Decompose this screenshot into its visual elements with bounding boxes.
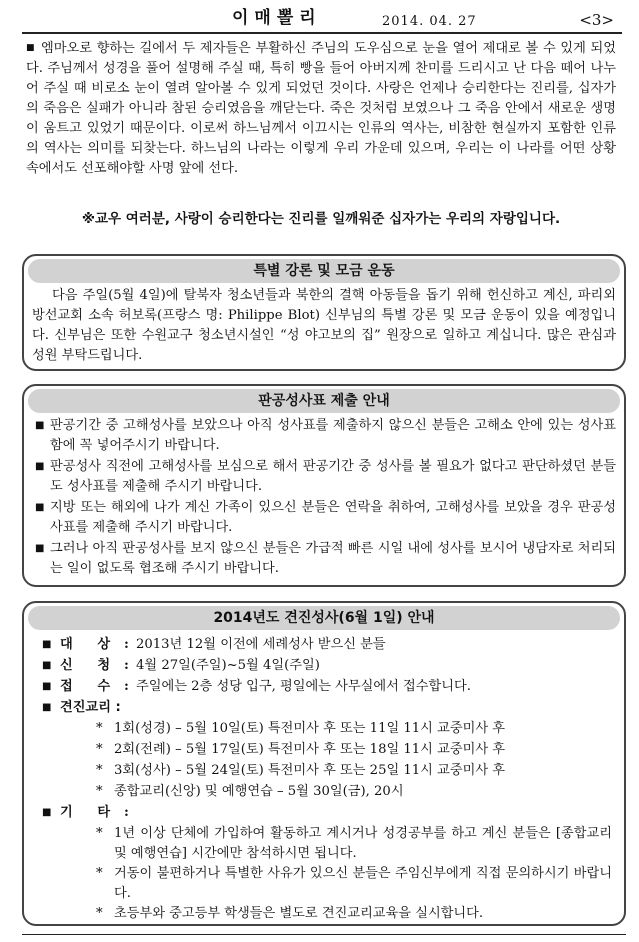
square-bullet-icon: ■ [42,681,52,692]
intro-paragraph [26,38,616,179]
asterisk-icon: * [96,784,103,799]
easter-card-heading: 판공성사표 제출 안내 [28,389,620,413]
row-colon: : [124,679,129,694]
row-colon: : [124,805,129,820]
list-item: ■ 지방 또는 해외에 나가 계신 가족이 있으신 분들은 연락을 취하여, 고해성사를 보았을 경우 판공성사표를 제출해 주시기 바랍니다. [35,500,616,535]
lesson-item: * 종합교리(신앙) 및 예행연습 – 5월 30일(금), 20시 [32,782,616,803]
page-number: <3> [579,11,614,29]
other-item: * 초등부와 중고등부 학생들은 별도로 견진교리교육을 실시합니다. [32,904,616,924]
lecture-heading: 특별 강론 및 모금 운동 [28,259,620,283]
lecture-body: 다음 주일(5월 4일)에 탈북자 청소년들과 북한의 결핵 아동들을 돕기 위해 헌신하고 계신, 파리외방선교회 소속 허보록(프랑스 명: Philippe Blot) 신부님의 특별 강론 및 모금 운동이 있을 예정입니다. 신부님은 또한 수원교구 청소년시설인 “성 야고보의 집” 원장으로 일하고 계십니다. 많은 관심과 성원 부탁드립니다. [32,288,616,363]
page-header [22,8,622,34]
lessons-row [32,698,616,719]
confirmation-section [22,601,626,926]
square-bullet-icon: ■ [35,543,45,554]
asterisk-icon: * [96,866,103,881]
asterisk-icon: * [96,763,103,778]
row-colon: : [124,658,129,673]
square-bullet-icon: ■ [42,660,52,671]
square-bullet-icon: ■ [26,43,35,53]
row-label: 대 상 [60,637,121,652]
lesson-item: * 1회(성경) – 5월 10일(토) 특전미사 후 또는 11일 11시 교중미사 후 [32,719,616,740]
asterisk-icon: * [96,721,103,736]
lesson-item: * 2회(전례) – 5월 17일(토) 특전미사 후 또는 18일 11시 교중미사 후 [32,740,616,761]
apply-row [32,656,616,677]
row-value: 4월 27일(주일)~5월 4일(주일) [136,658,320,673]
other-label: 기 타 [60,805,121,820]
list-item: ■ 판공기간 중 고해성사를 보았으나 아직 성사표를 제출하지 않으신 분들은 고해소 안에 있는 성사표함에 꼭 넣어주시기 바랍니다. [35,418,616,453]
lessons-label: 견진교리 : [60,700,121,715]
target-row [32,635,616,656]
easter-card-list [32,416,616,579]
row-label: 접 수 [60,679,121,694]
square-bullet-icon: ■ [42,702,52,713]
row-label: 신 청 [60,658,121,673]
asterisk-icon: * [96,742,103,757]
easter-card-section [22,384,626,587]
other-row [32,803,616,824]
other-item: * 거동이 불편하거나 특별한 사유가 있으신 분들은 주임신부에게 직접 문의하시기 바랍니다. [96,866,612,901]
row-value: 주일에는 2층 성당 입구, 평일에는 사무실에서 접수합니다. [136,679,471,694]
square-bullet-icon: ■ [42,807,52,818]
reception-row [32,677,616,698]
list-item: ■ 판공성사 직전에 고해성사를 보심으로 해서 판공기간 중 성사를 볼 필요가 없다고 판단하셨던 분들도 성사표를 제출해 주시기 바랍니다. [35,459,616,494]
other-item: * 1년 이상 단체에 가입하여 활동하고 계시거나 성경공부를 하고 계신 분들은 [종합교리 및 예행연습] 시간에만 참석하시면 됩니다. [96,826,612,861]
square-bullet-icon: ■ [42,639,52,650]
bulletin-date: 2014. 04. 27 [382,14,477,29]
square-bullet-icon: ■ [35,502,45,513]
intro-emphasis: ※교우 여러분, 사랑이 승리한다는 진리를 일깨워준 십자가는 우리의 자랑입니다. [81,211,561,227]
list-item: ■ 그러나 아직 판공성사를 보지 않으신 분들은 가급적 빠른 시일 내에 성사를 보시어 냉담자로 처리되는 일이 없도록 협조해 주시기 바랍니다. [35,541,616,576]
bulletin-title: 이매뽈리 [232,8,322,28]
asterisk-icon: * [96,826,103,841]
row-value: 2013년 12월 이전에 세례성사 받으신 분들 [136,637,386,652]
asterisk-icon: * [96,906,103,921]
square-bullet-icon: ■ [35,461,45,472]
intro-text: 엠마오로 향하는 길에서 두 제자들은 부활하신 주님의 도우심으로 눈을 열어 제대로 볼 수 있게 되었다. 주님께서 성경을 풀어 설명해 주실 때, 특히 빵을 들어 아버지께 찬미를 드리시고 난 다음 떼어 나누어 주실 때 비로소 눈이 열려 알아볼 수 있게 되었던 것이다. 사랑은 언제나 승리한다는 진리를, 십자가의 죽음은 실패가 아니라 참된 승리였음을 깨닫는다. 죽은 것처럼 보였으나 그 죽음 안에서 새로운 생명이 움트고 있었기 때문이다. 이로써 하느님께서 이끄시는 인류의 역사는, 비참한 현실까지 포함한 인류의 역사는 의미를 되찾는다. 하느님의 나라는 이렇게 우리 가운데 있으며, 우리는 이 나라를 어떤 상황 속에서도 선포해야할 사명 앞에 선다. [26,41,617,176]
lesson-item: * 3회(성사) – 5월 24일(토) 특전미사 후 또는 25일 11시 교중미사 후 [32,761,616,782]
footer-divider [22,934,626,935]
lecture-section [22,254,626,371]
square-bullet-icon: ■ [35,420,45,431]
confirmation-heading: 2014년도 견진성사(6월 1일) 안내 [28,606,620,630]
row-colon: : [124,637,129,652]
